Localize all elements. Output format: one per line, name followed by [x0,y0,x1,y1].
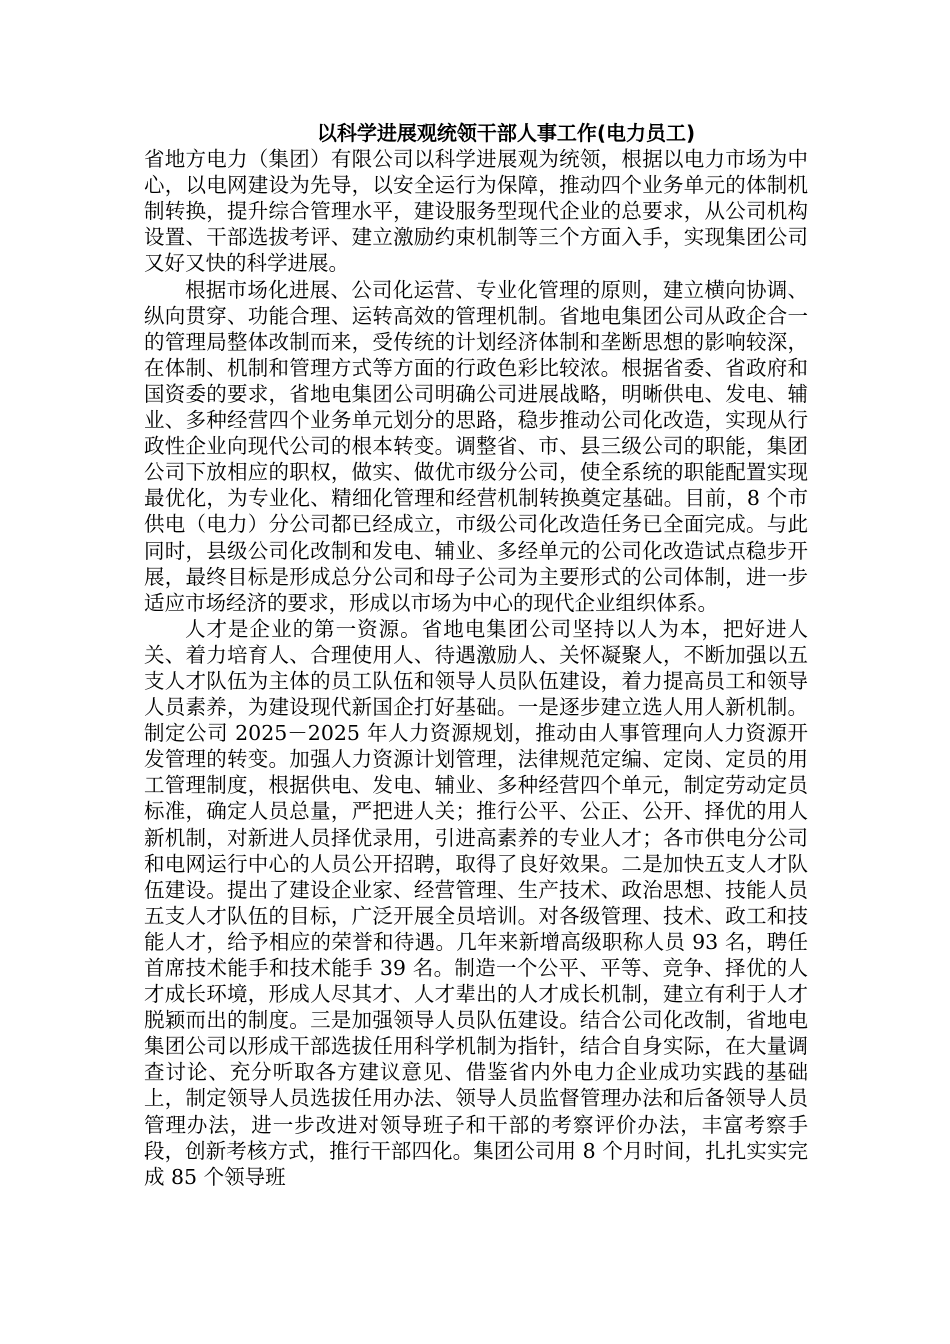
paragraph-intro: 省地方电力（集团）有限公司以科学进展观为统领，根据以电力市场为中心，以电网建设为先导，以安全运行为保障，推动四个业务单元的体制机制转换，提升综合管理水平，建设服务型现代企业的总要求，从公司机构设置、干部选拔考评、建立激励约束机制等三个方面入手，实现集团公司又好又快的科学进展。 [144,147,808,276]
paragraph-market-reform: 根据市场化进展、公司化运营、专业化管理的原则，建立横向协调、纵向贯穿、功能合理、运转高效的管理机制。省地电集团公司从政企合一的管理局整体改制而来，受传统的计划经济体制和垄断思想的影响较深，在体制、机制和管理方式等方面的行政色彩比较浓。根据省委、省政府和国资委的要求，省地电集团公司明确公司进展战略，明晰供电、发电、辅业、多种经营四个业务单元划分的思路，稳步推动公司化改造，实现从行政性企业向现代公司的根本转变。调整省、市、县三级公司的职能，集团公司下放相应的职权，做实、做优市级分公司，使全系统的职能配置实现最优化，为专业化、精细化管理和经营机制转换奠定基础。目前，8 个市供电（电力）分公司都已经成立，市级公司化改造任务已全面完成。与此同时，县级公司化改制和发电、辅业、多经单元的公司化改造试点稳步开展，最终目标是形成总分公司和母子公司为主要形式的公司体制，进一步适应市场经济的要求，形成以市场为中心的现代企业组织体系。 [144,277,808,615]
paragraph-talent: 人才是企业的第一资源。省地电集团公司坚持以人为本，把好进人关、着力培育人、合理使用人、待遇激励人、关怀凝聚人，不断加强以五支人才队伍为主体的员工队伍和领导人员队伍建设，着力提高员工和领导人员素养，为建设现代新国企打好基础。一是逐步建立选人用人新机制。制定公司 2025－2025 年人力资源规划，推动由人事管理向人力资源开发管理的转变。加强人力资源计划管理，法律规范定编、定岗、定员的用工管理制度，根据供电、发电、辅业、多种经营四个单元，制定劳动定员标准，确定人员总量，严把进人关；推行公平、公正、公开、择优的用人新机制，对新进人员择优录用，引进高素养的专业人才；各市供电分公司和电网运行中心的人员公开招聘，取得了良好效果。二是加快五支人才队伍建设。提出了建设企业家、经营管理、生产技术、政治思想、技能人员五支人才队伍的目标，广泛开展全员培训。对各级管理、技术、政工和技能人才，给予相应的荣誉和待遇。几年来新增高级职称人员 93 名，聘任首席技术能手和技术能手 39 名。制造一个公平、平等、竞争、择优的人才成长环境，形成人尽其才、人才辈出的人才成长机制，建立有利于人才脱颖而出的制度。三是加强领导人员队伍建设。结合公司化改制，省地电集团公司以形成干部选拔任用科学机制为指针，结合自身实际，在大量调查讨论、充分听取各方建议意见、借鉴省内外电力企业成功实践的基础上，制定领导人员选拔任用办法、领导人员监督管理办法和后备领导人员管理办法，进一步改进对领导班子和干部的考察评价办法，丰富考察手段，创新考核方式，推行干部四化。集团公司用 8 个月时间，扎扎实实完成 85 个领导班 [144,616,808,1189]
document-title: 以科学进展观统领干部人事工作(电力员工) [316,121,696,145]
document-body [144,120,808,1190]
